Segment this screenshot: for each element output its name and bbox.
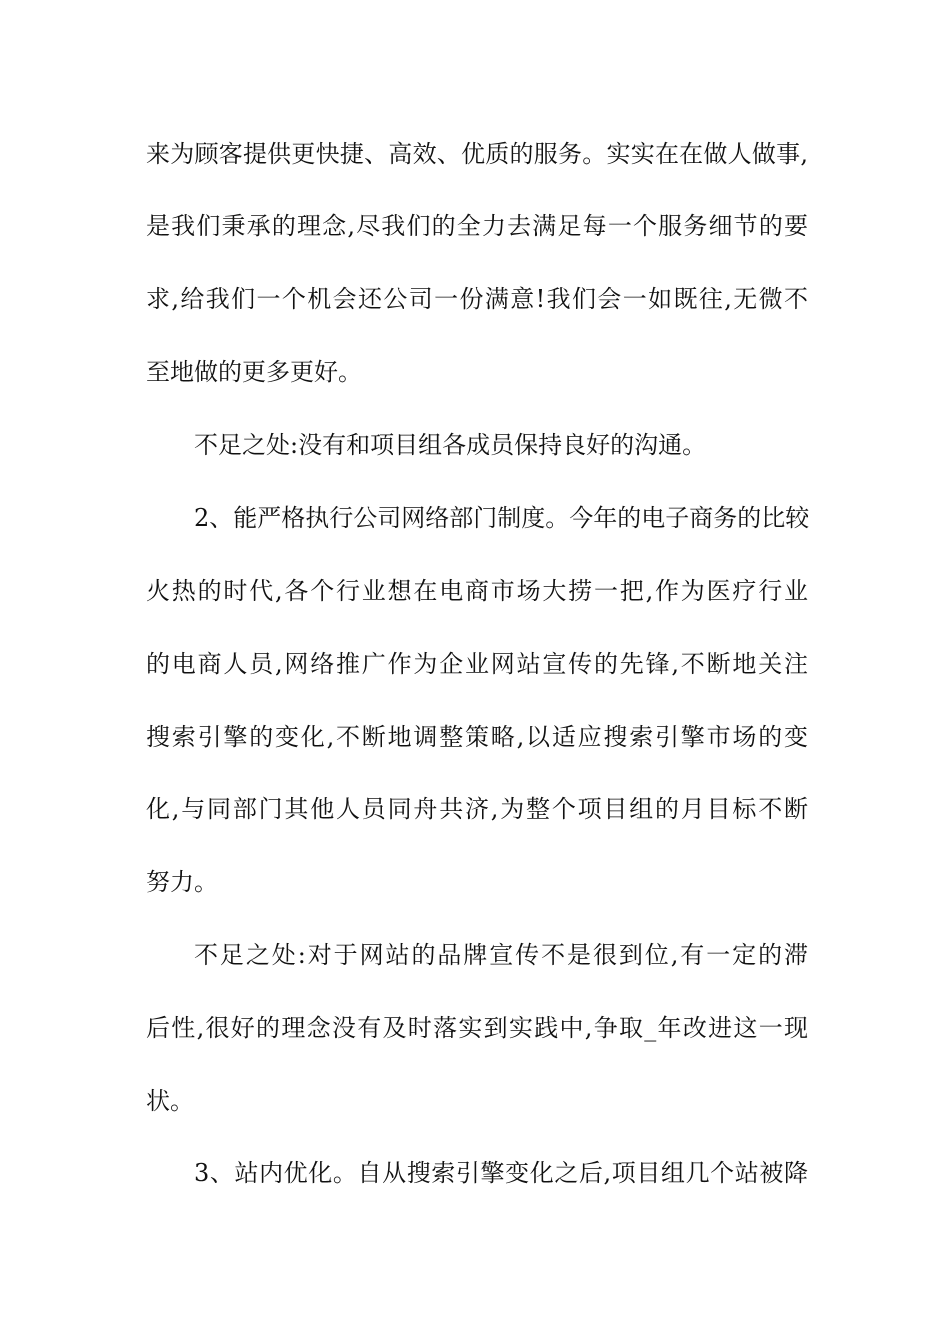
paragraph-line: 2、能严格执行公司网络部门制度。今年的电子商务的比较 xyxy=(194,504,810,532)
paragraph-line: 努力。 xyxy=(146,868,218,896)
paragraph-line: 火热的时代,各个行业想在电商市场大捞一把,作为医疗行业 xyxy=(146,577,808,605)
paragraph-line: 不足之处:没有和项目组各成员保持良好的沟通。 xyxy=(194,431,707,459)
paragraph-line: 不足之处:对于网站的品牌宣传不是很到位,有一定的滞 xyxy=(194,941,808,969)
paragraph-line: 的电商人员,网络推广作为企业网站宣传的先锋,不断地关注 xyxy=(146,650,808,678)
paragraph-line: 化,与同部门其他人员同舟共济,为整个项目组的月目标不断 xyxy=(146,795,808,823)
paragraph-line: 至地做的更多更好。 xyxy=(146,358,362,386)
paragraph-line: 后性,很好的理念没有及时落实到实践中,争取_年改进这一现 xyxy=(146,1014,808,1042)
paragraph-line: 求,给我们一个机会还公司一份满意!我们会一如既往,无微不 xyxy=(146,285,808,313)
paragraph-line: 状。 xyxy=(146,1087,194,1115)
paragraph-line: 来为顾客提供更快捷、高效、优质的服务。实实在在做人做事, xyxy=(146,140,808,168)
paragraph-line: 是我们秉承的理念,尽我们的全力去满足每一个服务细节的要 xyxy=(146,212,808,240)
paragraph-line: 3、站内优化。自从搜索引擎变化之后,项目组几个站被降 xyxy=(194,1159,808,1187)
paragraph-line: 搜索引擎的变化,不断地调整策略,以适应搜索引擎市场的变 xyxy=(146,723,808,751)
